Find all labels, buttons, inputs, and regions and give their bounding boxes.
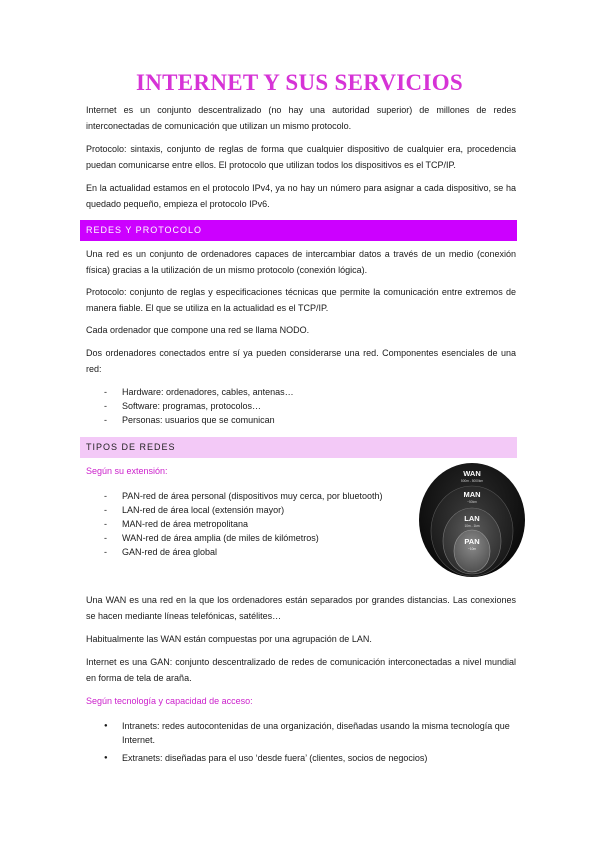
network-types-list bbox=[104, 489, 382, 559]
subheading-extension: Según su extensión: bbox=[86, 466, 168, 476]
network-scope-diagram bbox=[418, 462, 526, 578]
page-title: INTERNET Y SUS SERVICIOS bbox=[135, 70, 463, 95]
pan-range: ~10m bbox=[467, 547, 477, 551]
list-item: - Hardware: ordenadores, cables, antenas… bbox=[104, 385, 294, 399]
redes-paragraph-3: Cada ordenador que compone una red se llama NODO. bbox=[86, 325, 310, 335]
tipos-paragraph-3: Internet es una GAN: conjunto descentralizado de redes de comunicación interconectadas a nivel mundial en forma de tela de araña. bbox=[86, 657, 516, 683]
list-item: ● Intranets: redes autocontenidas de una organización, diseñadas usando la misma tecnología que Internet. bbox=[104, 719, 516, 747]
list-item: - Personas: usuarios que se comunican bbox=[104, 413, 294, 427]
pan-label: PAN bbox=[464, 537, 480, 546]
subheading-access: Según tecnología y capacidad de acceso: bbox=[86, 696, 253, 706]
list-item: - LAN-red de área local (extensión mayor) bbox=[104, 503, 382, 517]
intro-paragraph-1: Internet es un conjunto descentralizado (no hay una autoridad superior) de millones de redes interconectadas de comunicación que utilizan un mismo protocolo. bbox=[86, 105, 516, 131]
lan-label: LAN bbox=[464, 514, 480, 523]
man-range: ~50km bbox=[467, 500, 477, 504]
tipos-paragraph-2: Habitualmente las WAN están compuestas por una agrupación de LAN. bbox=[86, 634, 372, 644]
redes-paragraph-1: Una red es un conjunto de ordenadores capaces de intercambiar datos a través de un medio (conexión física) gracias a la utilización de un mismo protocolo (conexión lógica). bbox=[86, 249, 516, 275]
redes-paragraph-2: Protocolo: conjunto de reglas y especificaciones técnicas que permite la comunicación entre extremos de manera fiable. El que se utiliza en la actualidad es el TCP/IP. bbox=[86, 287, 516, 313]
man-label: MAN bbox=[463, 490, 481, 499]
list-item: - WAN-red de área amplia (de miles de kilómetros) bbox=[104, 531, 382, 545]
redes-paragraph-4: Dos ordenadores conectados entre sí ya pueden considerarse una red. Componentes esenciales de una red: bbox=[86, 348, 516, 374]
section-heading-redes: REDES Y PROTOCOLO bbox=[80, 220, 517, 241]
access-list bbox=[104, 719, 516, 769]
intro-paragraph-2: Protocolo: sintaxis, conjunto de reglas de forma que cualquier dispositivo de cualquier era, procedencia puedan comunicarse entre ellos. El protocolo que utilizan todos los dispositivos es el TCP/IP. bbox=[86, 144, 516, 170]
intro-paragraph-3: En la actualidad estamos en el protocolo IPv4, ya no hay un número para asignar a cada dispositivo, se ha quedado pequeño, empieza el protocolo IPv6. bbox=[86, 183, 516, 209]
list-item: ● Extranets: diseñadas para el uso ‘desde fuera’ (clientes, socios de negocios) bbox=[104, 751, 516, 765]
list-item: - PAN-red de área personal (dispositivos muy cerca, por bluetooth) bbox=[104, 489, 382, 503]
lan-range: 10m - 1km bbox=[464, 524, 480, 528]
section-heading-tipos: TIPOS DE REDES bbox=[80, 437, 517, 458]
wan-label: WAN bbox=[463, 469, 481, 478]
components-list bbox=[104, 385, 294, 427]
list-item: - GAN-red de área global bbox=[104, 545, 382, 559]
wan-range: 500m - 5000km bbox=[460, 479, 484, 483]
tipos-paragraph-1: Una WAN es una red en la que los ordenadores están separados por grandes distancias. Las conexiones se hacen mediante líneas telefónicas, satélites… bbox=[86, 595, 516, 621]
list-item: - MAN-red de área metropolitana bbox=[104, 517, 382, 531]
list-item: - Software: programas, protocolos… bbox=[104, 399, 294, 413]
